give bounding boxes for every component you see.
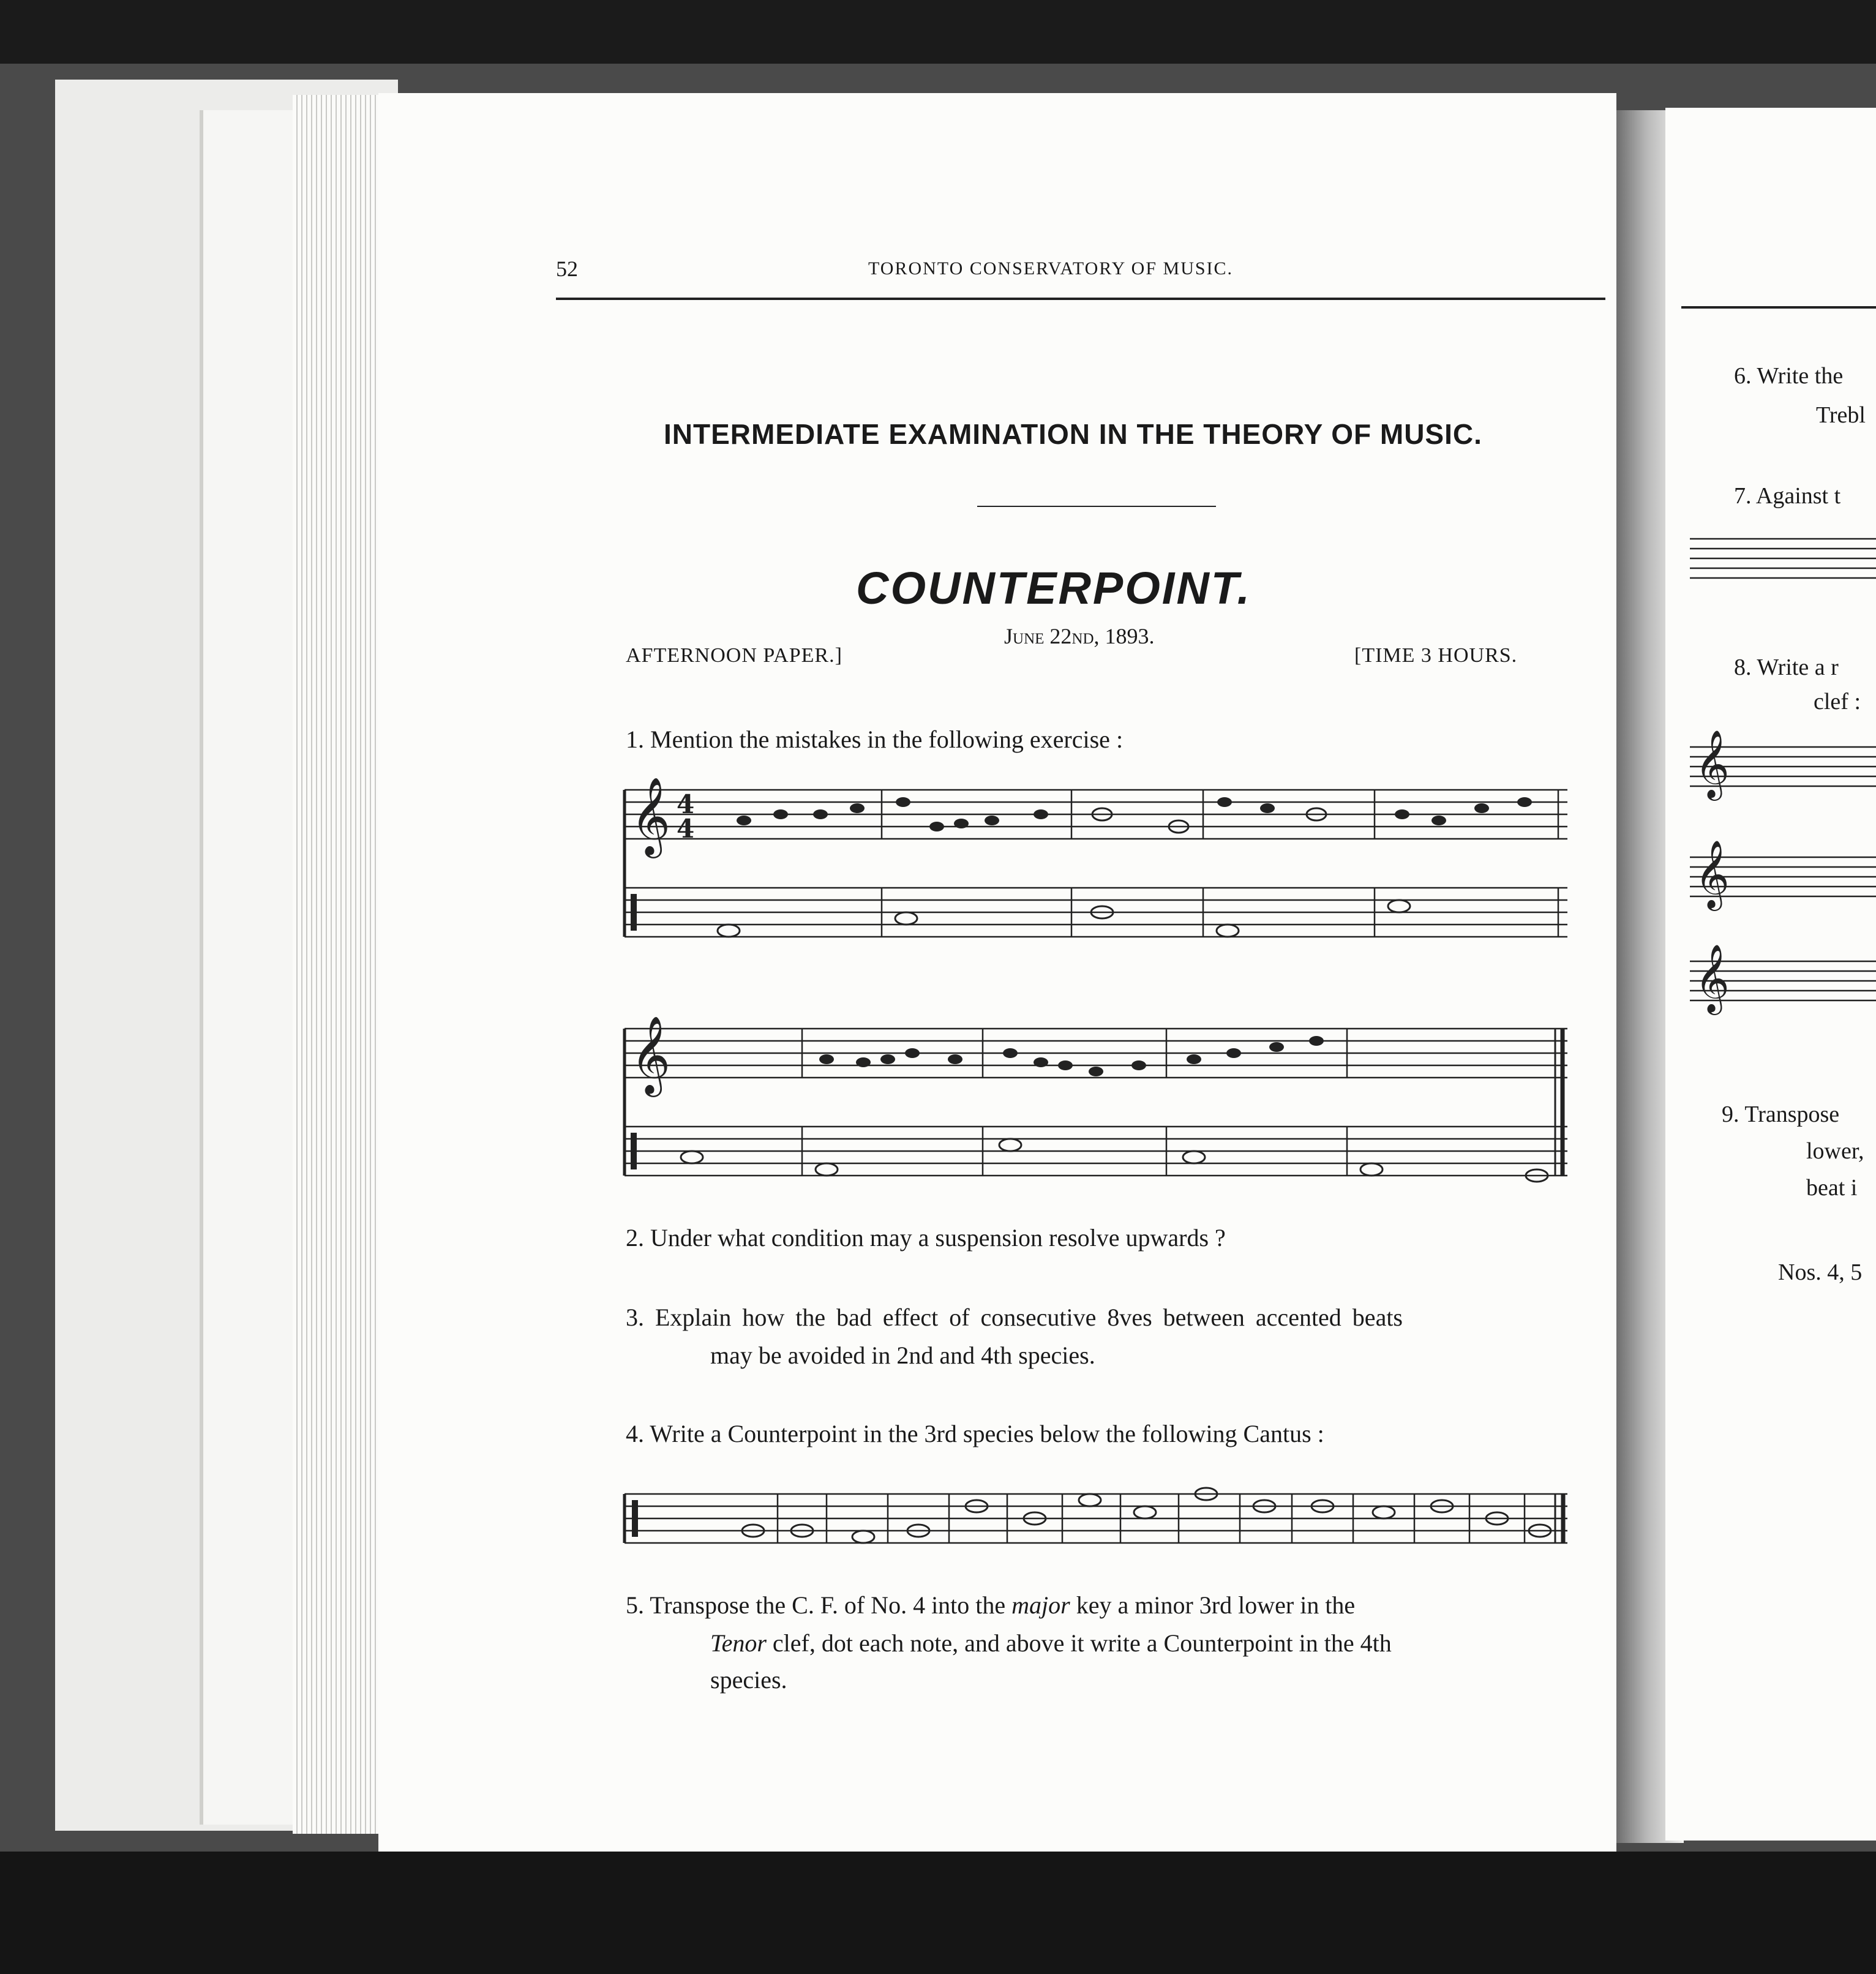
paper-label: AFTERNOON PAPER.] bbox=[626, 644, 842, 667]
question-5-text-2: key a minor 3rd lower in the bbox=[1076, 1591, 1356, 1619]
header-rule bbox=[556, 298, 1605, 300]
question-5-text-1: Transpose the C. F. of No. 4 into the bbox=[650, 1591, 1006, 1619]
time-signature-bottom: 4 bbox=[677, 814, 695, 844]
upper-voice-half-notes bbox=[1092, 808, 1326, 833]
facing-q7: 7. Against t bbox=[1734, 483, 1841, 509]
exam-title: INTERMEDIATE EXAMINATION IN THE THEORY OF MUSIC. bbox=[664, 418, 1482, 450]
question-5-line-2 bbox=[710, 1629, 1392, 1657]
facing-q8-line-2: clef : bbox=[1814, 689, 1861, 715]
facing-q6-line-2: Trebl bbox=[1816, 402, 1866, 428]
question-3-line-1: 3. Explain how the bad effect of consecutive 8ves between accented beats bbox=[626, 1304, 1403, 1331]
question-5-number: 5. bbox=[626, 1591, 644, 1619]
exam-date: June 22nd, 1893. bbox=[1004, 624, 1155, 648]
facing-q8-line-1: 8. Write a r bbox=[1734, 655, 1839, 680]
time-label: [TIME 3 HOURS. bbox=[1354, 644, 1518, 667]
question-5-line-1 bbox=[626, 1591, 1355, 1619]
system-2 bbox=[625, 1029, 1567, 1176]
facing-q6-line-1: 6. Write the bbox=[1734, 363, 1844, 389]
treble-staff bbox=[625, 790, 1567, 839]
c-clef-icon bbox=[631, 1133, 637, 1169]
question-2: 2. Under what condition may a suspension resolve upwards ? bbox=[626, 1224, 1226, 1252]
c-clef-icon bbox=[631, 894, 637, 931]
treble-clef-icon: 𝄞 bbox=[1695, 944, 1730, 1012]
upper-voice-notes-2 bbox=[819, 1036, 1324, 1076]
page-number: 52 bbox=[556, 257, 578, 281]
facing-q9-line-1: 9. Transpose bbox=[1722, 1101, 1840, 1127]
question-1: 1. Mention the mistakes in the following exercise : bbox=[626, 726, 1124, 753]
facing-q9-line-2: lower, bbox=[1806, 1138, 1864, 1164]
running-head: TORONTO CONSERVATORY OF MUSIC. bbox=[868, 258, 1234, 279]
treble-clef-icon: 𝄞 bbox=[1695, 729, 1730, 798]
treble-clef-icon: 𝄞 bbox=[631, 778, 671, 855]
question-5-italic-major: major bbox=[1011, 1591, 1070, 1619]
question-5-italic-tenor: Tenor bbox=[710, 1629, 767, 1657]
lower-voice-whole-notes bbox=[718, 900, 1410, 937]
facing-q9-line-3: beat i bbox=[1806, 1175, 1858, 1201]
treble-clef-icon: 𝄞 bbox=[1695, 839, 1730, 908]
bottom-shadow bbox=[0, 1852, 1876, 1974]
question-3-line-2: may be avoided in 2nd and 4th species. bbox=[710, 1342, 1095, 1369]
c-clef-icon bbox=[632, 1500, 638, 1537]
cantus-firmus-score bbox=[618, 1482, 1574, 1555]
facing-page-rule bbox=[1681, 306, 1876, 309]
question-5-text-3: clef, dot each note, and above it write a Counterpoint in the 4th bbox=[772, 1629, 1392, 1657]
question-4: 4. Write a Counterpoint in the 3rd species below the following Cantus : bbox=[626, 1420, 1324, 1447]
question-5-line-3: species. bbox=[710, 1666, 787, 1694]
page-edges bbox=[293, 95, 385, 1834]
facing-footer-note: Nos. 4, 5 bbox=[1778, 1259, 1863, 1285]
time-signature-top: 4 bbox=[677, 789, 695, 819]
cantus-notes bbox=[742, 1488, 1551, 1543]
treble-clef-icon: 𝄞 bbox=[631, 1015, 671, 1094]
exercise-score bbox=[612, 778, 1580, 1194]
bass-staff bbox=[625, 888, 1567, 937]
title-divider bbox=[977, 506, 1216, 507]
system-1 bbox=[625, 790, 1567, 937]
facing-page-scores bbox=[1690, 527, 1876, 1053]
section-heading: COUNTERPOINT. bbox=[856, 563, 1252, 614]
